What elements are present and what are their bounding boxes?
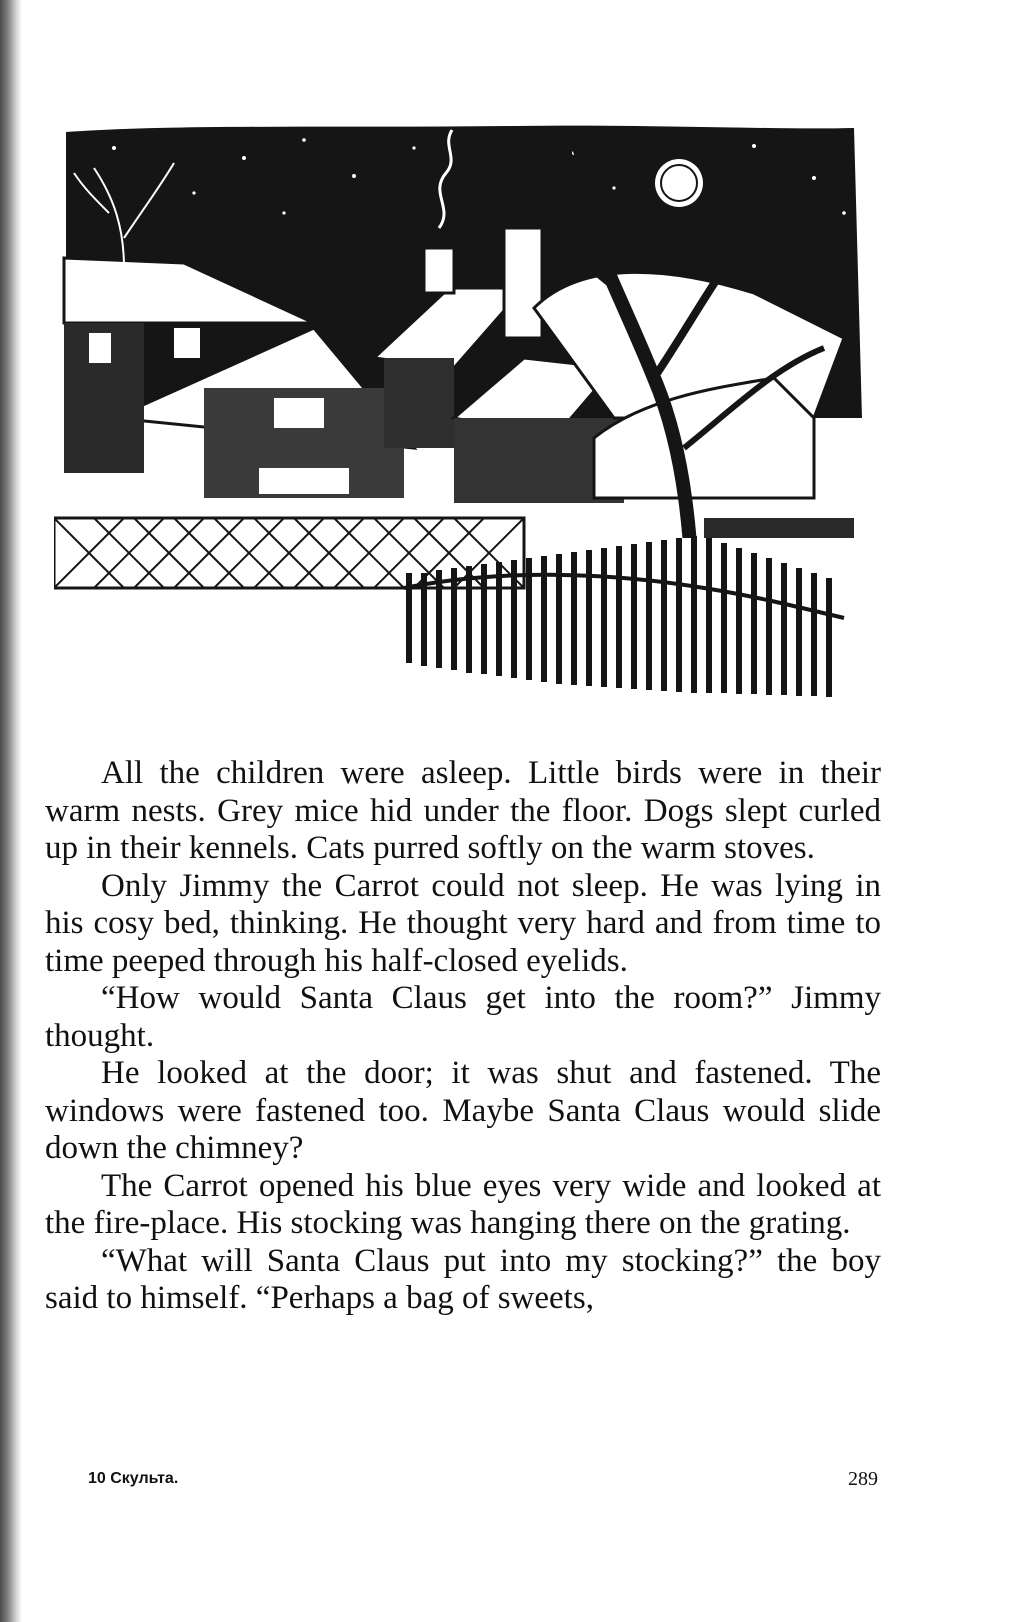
story-paragraph: The Carrot opened his blue eyes very wide and looked at the fire-place. His stocking was hanging there on the grating. xyxy=(45,1167,881,1241)
chimney-right xyxy=(504,228,542,338)
illustration-svg xyxy=(54,118,890,718)
page-number: 289 xyxy=(848,1468,878,1490)
story-text xyxy=(45,755,881,1318)
page-footer xyxy=(88,1470,878,1500)
chimney-left xyxy=(424,248,454,293)
story-paragraph: “How would Santa Claus get into the room?” Jimmy thought. xyxy=(45,980,881,1054)
story-paragraph: He looked at the door; it was shut and fastened. The windows were fastened too. Maybe Santa Claus would slide down the chimney? xyxy=(45,1055,881,1166)
story-paragraph: Only Jimmy the Carrot could not sleep. He was lying in his cosy bed, thinking. He thought very hard and from time to time peeped through his half-closed eyelids. xyxy=(45,867,881,979)
page-spine-shadow xyxy=(0,0,22,1622)
snowy-village-illustration xyxy=(54,118,890,718)
moon xyxy=(655,159,703,207)
printer-signature: 10 Скульта. xyxy=(88,1470,179,1487)
story-paragraph: All the children were asleep. Little birds were in their warm nests. Grey mice hid under the floor. Dogs slept curled up in their kennels. Cats purred softly on the warm stoves. xyxy=(45,755,881,866)
middle-house-wall xyxy=(384,358,454,448)
story-paragraph: “What will Santa Claus put into my stocking?” the boy said to himself. “Perhaps a bag of sweets, xyxy=(45,1242,881,1316)
